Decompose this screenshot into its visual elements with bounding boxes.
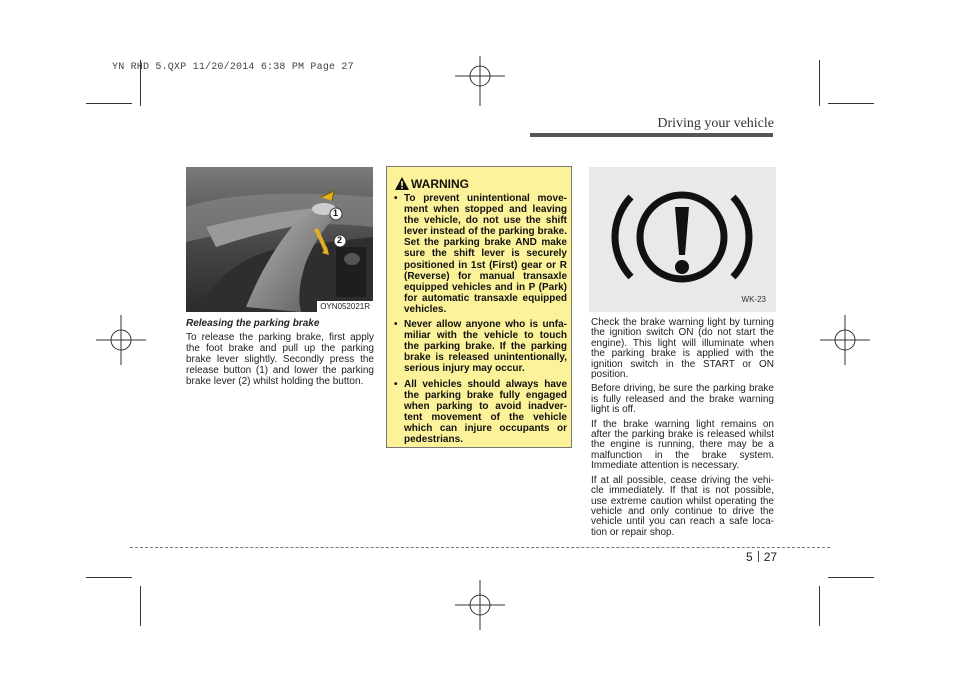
warning-triangle-icon: [395, 177, 409, 190]
parking-brake-photo: [186, 167, 373, 312]
lamp-code: WK-23: [741, 295, 766, 304]
section-title: Driving your vehicle: [657, 116, 774, 131]
crop-mark-br-h: [828, 577, 874, 578]
crop-mark-tr-v: [819, 60, 820, 106]
page-number-separator: [758, 551, 759, 562]
release-instructions: To release the parking brake, first apply the foot brake and pull up the parking brake lever slightly. Secondly press the release button (1) and lower the parking brake lever (2) whilst holding the button.: [186, 332, 374, 387]
right-column-text: [591, 318, 774, 542]
registration-mark-bottom-icon: [455, 580, 505, 630]
paragraph: If the brake warning light remains on after the parking brake is released whilst the engine is running, there may be a malfunction in the brake system. Immediate attention is necessary.: [591, 418, 774, 472]
section-rule: [530, 133, 773, 137]
callout-2: 2: [337, 235, 343, 245]
paragraph: Check the brake warning light by turning the ignition switch ON (do not start the engine). This light will illuminate when the parking brake is applied with the ignition switch in the START or ON position.: [591, 317, 774, 381]
warning-item: • Never allow anyone who is unfa-miliar with the vehicle to touch the parking brake. If the parking brake is released unintentionally, serious injury may occur.: [393, 319, 567, 374]
warning-item: • All vehicles should always have the parking brake fully engaged when parking to avoid inadver-tent movement of the vehicle which can injure occupants or pedestrians.: [393, 379, 567, 446]
chapter-number: 5: [746, 550, 753, 564]
brake-warning-lamp-panel: [589, 167, 776, 312]
print-slug: YN RHD 5.QXP 11/20/2014 6:38 PM Page 27: [112, 62, 354, 73]
warning-box: [386, 166, 572, 448]
crop-mark-tr-h: [828, 103, 874, 104]
crop-mark-bl-h: [86, 577, 132, 578]
brake-warning-light-icon: [589, 167, 776, 312]
page-number-value: 27: [763, 550, 778, 564]
warning-heading: WARNING: [411, 177, 469, 191]
crop-mark-bl-v: [140, 586, 141, 626]
registration-mark-top-icon: [455, 56, 505, 106]
paragraph: If at all possible, cease driving the vehi-cle immediately. If that is not possible, use extreme caution whilst operating the vehicle and only continue to drive the vehicle until you can reach a safe loca-tion or repair shop.: [591, 474, 774, 538]
registration-mark-right-icon: [820, 315, 870, 365]
crop-mark-br-v: [819, 586, 820, 626]
registration-mark-left-icon: [96, 315, 146, 365]
page-number: [746, 550, 777, 564]
photo-code: OYN052021R: [317, 301, 373, 312]
crop-mark-tl-h: [86, 103, 132, 104]
callout-1: 1: [333, 208, 339, 218]
paragraph: Before driving, be sure the parking brake is fully released and the brake warning light is off.: [591, 383, 774, 416]
warning-item: • To prevent unintentional move-ment when stopped and leaving the vehicle, do not use the shift lever instead of the parking brake. Set the parking brake AND make sure the shift lever is securely positioned in 1st (First) gear or R (Reverse) for manual transaxle equipped vehicles and in P (Park) for automatic transaxle equipped vehicles.: [393, 193, 567, 315]
footer-divider: [130, 547, 830, 548]
photo-caption: Releasing the parking brake: [186, 318, 320, 329]
parking-brake-illustration-icon: [186, 167, 373, 312]
warning-list: [393, 193, 567, 449]
